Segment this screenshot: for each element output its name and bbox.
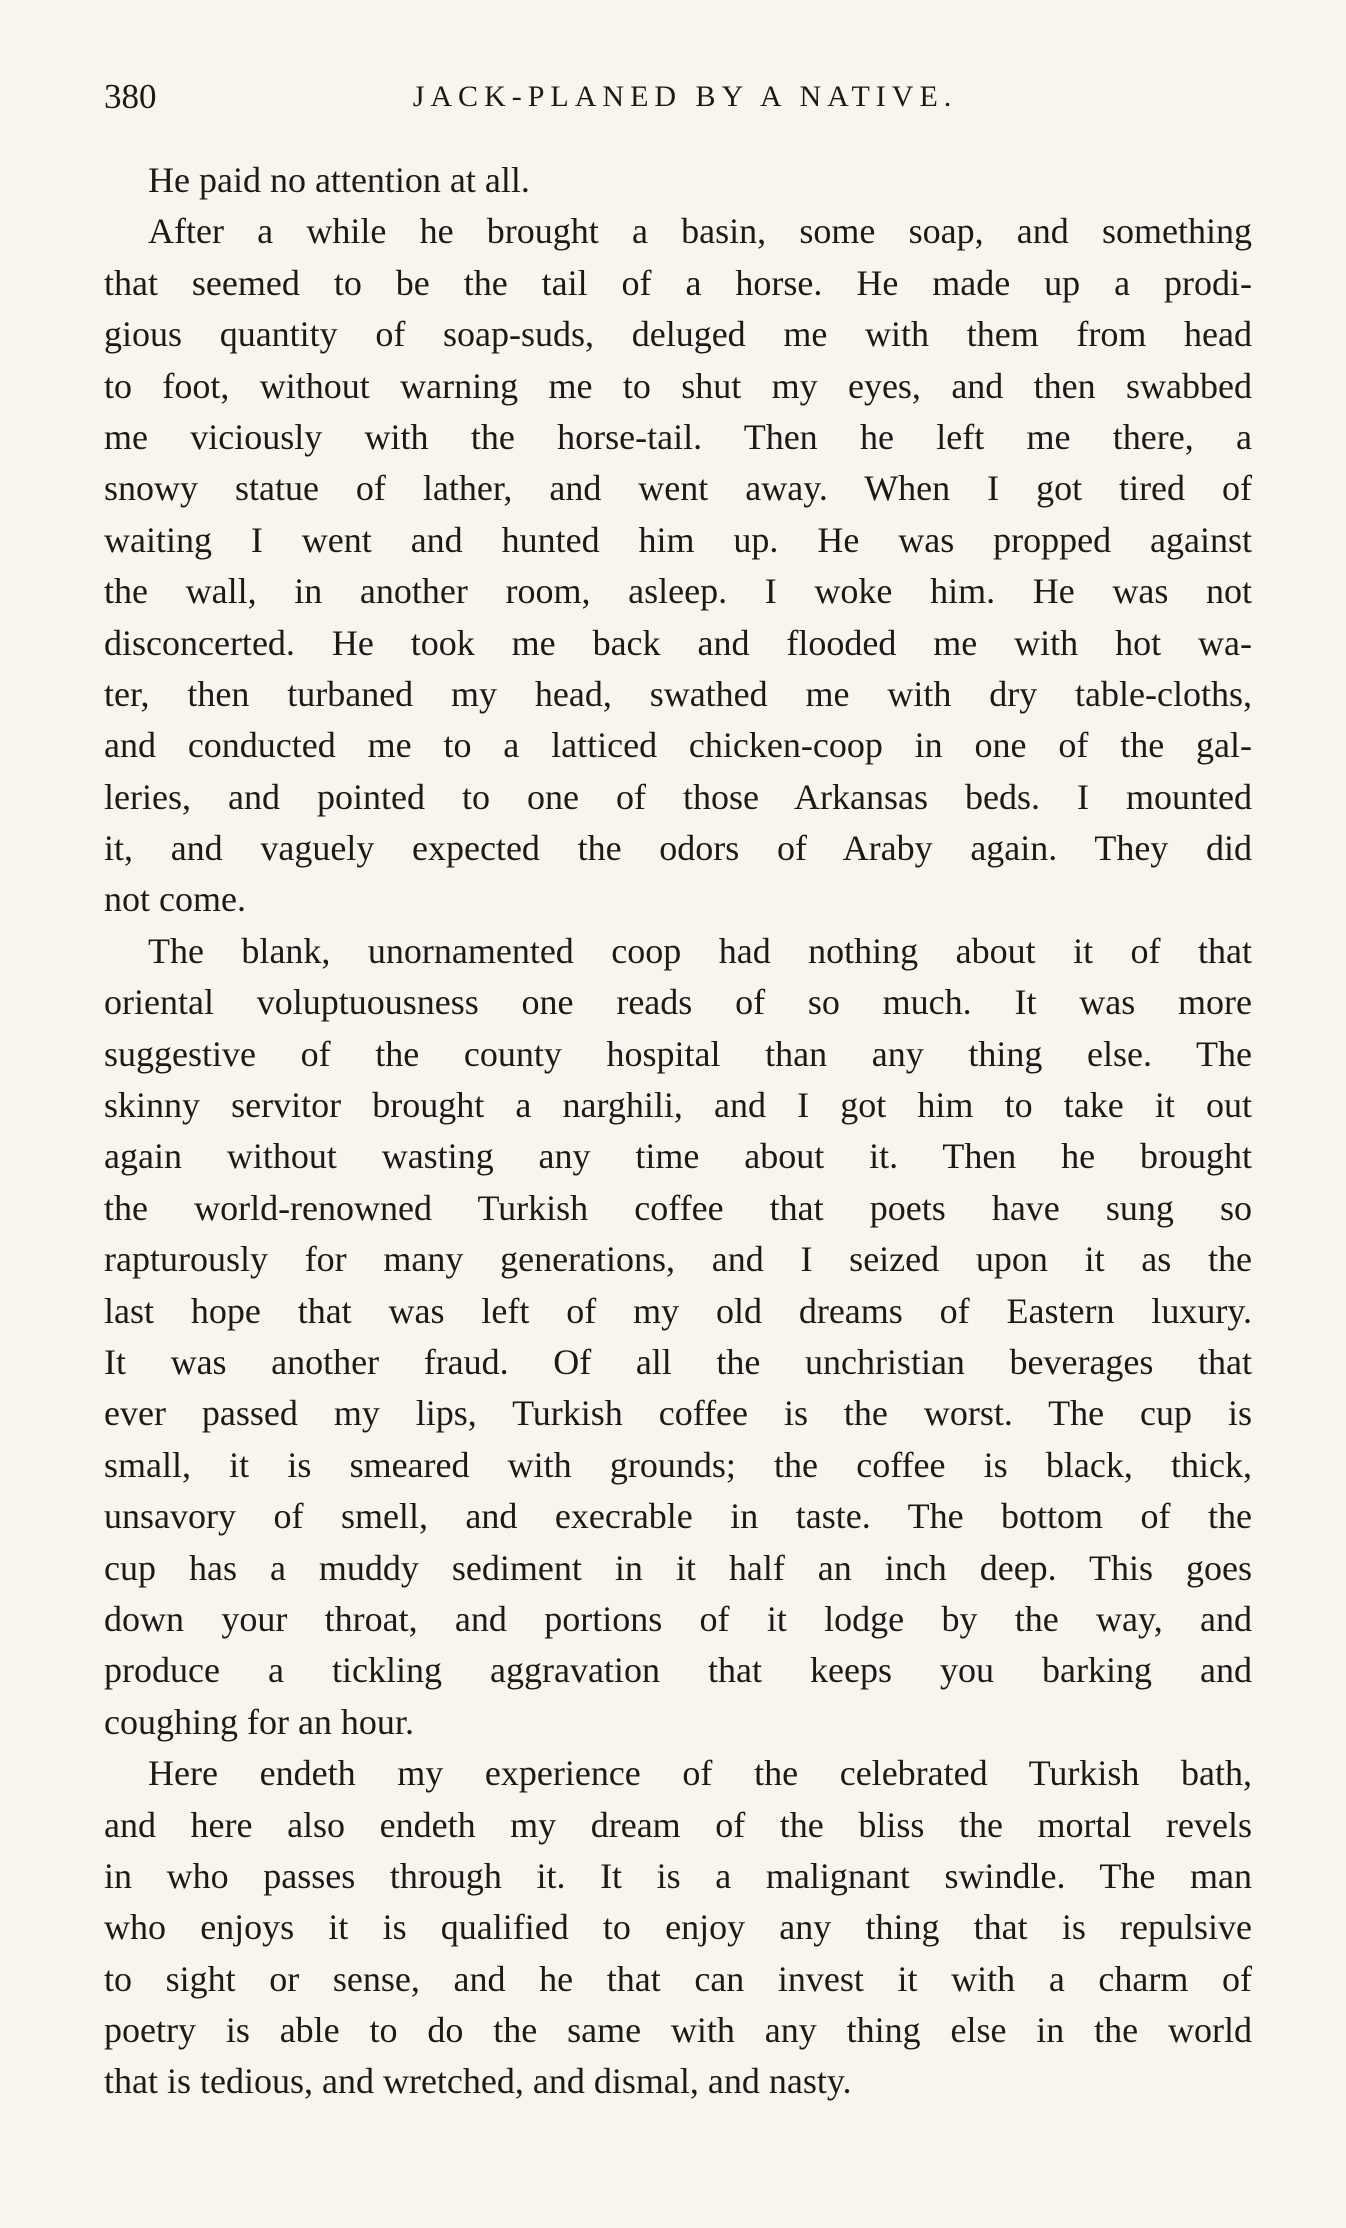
text-line: in who passes through it. It is a malignant swindle. The man <box>104 1855 1252 1896</box>
text-line: it, and vaguely expected the odors of Araby again. They did <box>104 828 1252 869</box>
body-text <box>104 155 1252 2108</box>
text-line: ever passed my lips, Turkish coffee is the worst. The cup is <box>104 1393 1252 1434</box>
text-line: He paid no attention at all. <box>148 160 530 200</box>
text-line: and here also endeth my dream of the bliss the mortal revels <box>104 1804 1252 1845</box>
text-line: The blank, unornamented coop had nothing about it of that <box>148 930 1252 971</box>
paragraph <box>104 926 1252 1748</box>
paragraph <box>104 1748 1252 2108</box>
text-line: again without wasting any time about it. Then he brought <box>104 1136 1252 1177</box>
text-line: ter, then turbaned my head, swathed me with dry table-cloths, <box>104 673 1252 714</box>
text-line: produce a tickling aggravation that keeps you barking and <box>104 1650 1252 1691</box>
running-head: JACK-PLANED BY A NATIVE. <box>412 80 958 113</box>
text-line: down your throat, and portions of it lodge by the way, and <box>104 1598 1252 1639</box>
text-line: the world-renowned Turkish coffee that poets have sung so <box>104 1187 1252 1228</box>
text-line: to sight or sense, and he that can invest it with a charm of <box>104 1958 1252 1999</box>
text-line: that seemed to be the tail of a horse. He made up a prodi- <box>104 262 1252 303</box>
text-line: leries, and pointed to one of those Arkansas beds. I mounted <box>104 776 1252 817</box>
text-line: disconcerted. He took me back and flooded me with hot wa- <box>104 622 1252 663</box>
text-line: small, it is smeared with grounds; the coffee is black, thick, <box>104 1444 1252 1485</box>
text-line: oriental voluptuousness one reads of so much. It was more <box>104 982 1252 1023</box>
text-line: snowy statue of lather, and went away. When I got tired of <box>104 468 1252 509</box>
text-line: the wall, in another room, asleep. I woke him. He was not <box>104 571 1252 612</box>
text-line: skinny servitor brought a narghili, and I got him to take it out <box>104 1085 1252 1126</box>
text-line: to foot, without warning me to shut my eyes, and then swabbed <box>104 365 1252 406</box>
text-line: coughing for an hour. <box>104 1701 414 1742</box>
text-line: gious quantity of soap-suds, deluged me with them from head <box>104 314 1252 355</box>
text-line: not come. <box>104 879 246 920</box>
text-line: rapturously for many generations, and I seized upon it as the <box>104 1239 1252 1280</box>
paragraph <box>104 155 1252 206</box>
text-line: waiting I went and hunted him up. He was propped against <box>104 519 1252 560</box>
text-line: suggestive of the county hospital than any thing else. The <box>104 1033 1252 1074</box>
text-line: and conducted me to a latticed chicken-coop in one of the gal- <box>104 725 1252 766</box>
text-line: last hope that was left of my old dreams of Eastern luxury. <box>104 1290 1252 1331</box>
text-line: who enjoys it is qualified to enjoy any thing that is repulsive <box>104 1907 1252 1948</box>
text-line: Here endeth my experience of the celebrated Turkish bath, <box>148 1753 1252 1794</box>
text-line: me viciously with the horse-tail. Then he left me there, a <box>104 416 1252 457</box>
page-number: 380 <box>104 77 157 116</box>
text-line: cup has a muddy sediment in it half an inch deep. This goes <box>104 1547 1252 1588</box>
text-line: After a while he brought a basin, some soap, and something <box>148 211 1252 252</box>
text-line: poetry is able to do the same with any thing else in the world <box>104 2010 1252 2051</box>
text-line: It was another fraud. Of all the unchristian beverages that <box>104 1341 1252 1382</box>
text-line: that is tedious, and wretched, and dismal, and nasty. <box>104 2061 852 2102</box>
text-line: unsavory of smell, and execrable in taste. The bottom of the <box>104 1496 1252 1537</box>
page-header <box>104 74 1252 120</box>
paragraph <box>104 206 1252 925</box>
